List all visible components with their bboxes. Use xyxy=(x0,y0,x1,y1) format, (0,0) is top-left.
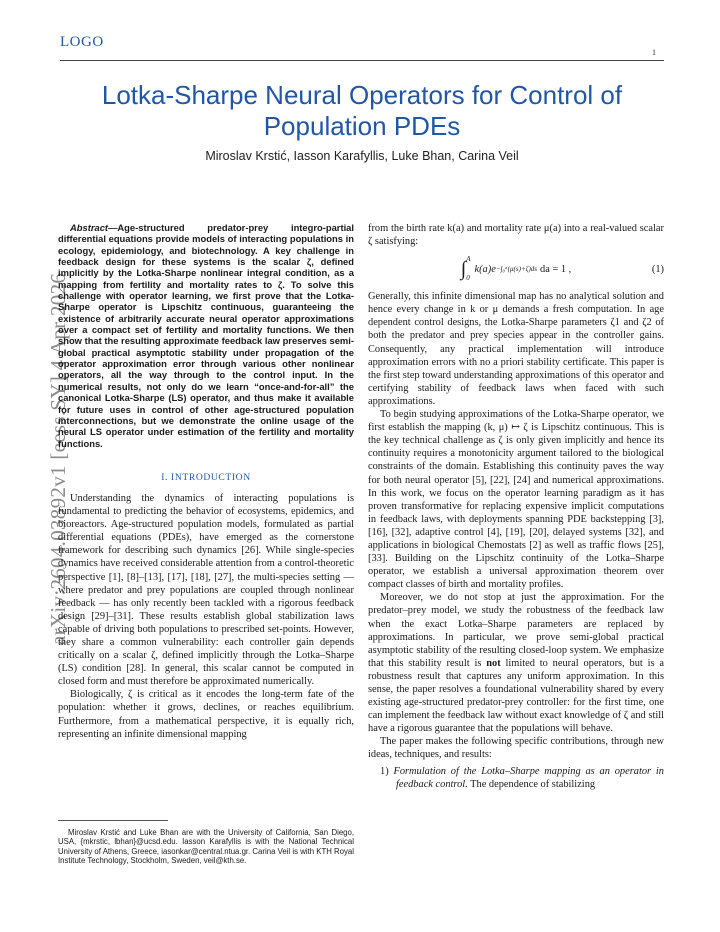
right-column xyxy=(368,222,664,791)
right-paragraph-3-part-b: limited to neural operators, but is a robustness result that captures any uniform approximation. In this sense, the paper resolves a foundational vulnerability shared by every existing age-structured predator-prey controller: for the first time, one can implement the feedback law without exact knowledge of ζ and still have a rigorous guarantee that the populations will behave. xyxy=(368,657,664,735)
arxiv-stamp xyxy=(18,260,70,650)
author-affiliation-footnote: Miroslav Krstić and Luke Bhan are with the University of California, San Diego, USA, {mkrstic, lbhan}@ucsd.edu. Iasson Karafyllis is with the National Technical University of Athens, Greece, iasonkar@central.ntua.gr. Carina Veil is with KTH Royal Institute Technology, Stockholm, Sweden, veil@kth.se. xyxy=(58,828,354,866)
intro-paragraph-2: Biologically, ζ is critical as it encodes the long-term fate of the population: whether it grows, declines, or reaches equilibrium. Furthermore, from a mathematical perspective, it is equally rich, representing an infinite dimensional mapping xyxy=(58,689,354,740)
equation-exponent: −∫₀ᵃ(μ(s)+ζ)ds xyxy=(495,264,538,273)
emphasis-not: not xyxy=(486,657,501,669)
contribution-item-title: Formulation of the Lotka–Sharpe mapping as an operator in feedback control. xyxy=(393,765,664,790)
left-column xyxy=(58,222,354,741)
footnote-rule xyxy=(58,820,168,821)
abstract-text: Age-structured predator-prey integro-partial differential equations provide models of interacting populations in ecology, epidemiology, and biotechnology. A key challenge in feedback design for these systems is the scalar ζ, defined implicitly by the Lotka-Sharpe nonlinear integral condition, as a mapping from fertility and mortality rates to ζ. To solve this challenge with operator learning, we first prove that the Lotka-Sharpe operator is Lipschitz continuous, guaranteeing the existence of arbitrarily accurate neural operator approximations over a compact set of fertility and mortality functions. We then show that the resulting approximate feedback law preserves semi-global practical asymptotic stability under propagation of the operator approximation error through various other nonlinear operators, all the way through to the control input. In the numerical results, not only do we learn “once-and-for-all” the canonical Lotka-Sharpe (LS) operator, and thus make it available for future uses in control of other age-structured population interconnections, but we demonstrate the online usage of the neural LS operator under estimation of the fertility and mortality functions. xyxy=(58,222,354,449)
page-number: 1 xyxy=(652,48,656,57)
section-heading-introduction: I. INTRODUCTION xyxy=(161,471,251,483)
journal-logo: LOGO xyxy=(60,34,104,50)
contribution-item-1 xyxy=(368,765,664,791)
equation-tail: da = 1 , xyxy=(540,263,572,275)
header-rule xyxy=(60,60,664,61)
right-paragraph-3-part-a: Moreover, we do not stop at just the approximation. For the predator–prey model, we study the robustness of the feedback law when the exact Lotka–Sharpe parameters are replaced by approximations. In particular, we prove semi-global practical asymptotic stability of the resulting closed-loop system. We emphasize that this stability result is xyxy=(368,592,664,669)
right-paragraph-0: from the birth rate k(a) and mortality rate μ(a) into a real-valued scalar ζ satisfying: xyxy=(368,223,664,248)
abstract xyxy=(58,222,354,449)
abstract-label: Abstract— xyxy=(70,222,118,233)
integral-upper-limit: A xyxy=(466,255,471,264)
right-paragraph-4: The paper makes the following specific contributions, through new ideas, techniques, and results: xyxy=(368,736,664,761)
author-list: Miroslav Krstić, Iasson Karafyllis, Luke Bhan, Carina Veil xyxy=(205,149,519,163)
integral-lower-limit: 0 xyxy=(466,274,470,283)
intro-paragraph-1: Understanding the dynamics of interacting populations is fundamental to predicting the behavior of ecosystems, epidemics, and bioreactors. Age-structured population models, formulated as partial differential equations (PDEs), have emerged as the cornerstone framework for describing such dynamics [26]. While single-species dynamics have received considerable attention from a control-theoretic perspective [1], [8]–[13], [17], [18], [27], the multi-species setting — where predator and prey populations are coupled through nonlinear feedback — has only recently been tackled with a rigorous feedback design [29]–[31]. These results establish global stabilization laws capable of driving both populations to prescribed set-points. However, they share a common vulnerability: each controller gain depends critically on a scalar ζ, defined implicitly through the Lotka–Sharpe (LS) condition [28]. In general, this scalar cannot be computed in closed form and must therefore be approximated numerically. xyxy=(58,492,354,688)
contribution-item-text: The dependence of stabilizing xyxy=(467,778,596,790)
equation-number: (1) xyxy=(651,263,664,275)
equation-1 xyxy=(368,248,664,290)
paper-title: Lotka-Sharpe Neural Operators for Control of Population PDEs xyxy=(101,80,623,141)
right-paragraph-2: To begin studying approximations of the Lotka-Sharpe operator, we first establish the mapping (k, μ) ↦ ζ is Lipschitz continuous. This is the key technical challenge as ζ is only given implicitly and hence its continuity requires a monotonicity argument tailored to the biological constraints of the domain. Establishing this continuity paves the way for both neural operator [5], [22], [24] and numerical approximations. In this work, we focus on the operator learning paradigm as it has proven transformative for replacing expensive implicit computations in feedback laws, with deployments spanning PDE backstepping [3], [16], [32], adaptive control [4], [19], [20], delayed systems [32], and applications in biological Chemostats [2] as well as traffic flows [25], [33]. Building on the Lipschitz continuity of the Lotka–Sharpe operator, we establish a universal approximation theorem over compact classes of birth and mortality profiles. xyxy=(368,409,664,591)
right-paragraph-3 xyxy=(368,591,664,735)
contribution-item-number: 1) xyxy=(380,765,389,777)
right-paragraph-1: Generally, this infinite dimensional map has no analytical solution and hence every change in k or μ demands a fresh computation. In age dependent control designs, the Lotka-Sharpe parameters ζ1 and ζ2 of both the predator and prey species appear in the controller gains. Consequently, any practical implementation will introduce approximation errors with no a priori stability certificate. This paper is the first step toward understanding approximations of this operator and certifying stability of feedback laws when faced with such approximations. xyxy=(368,291,664,407)
equation-body: k(a)e xyxy=(474,263,496,275)
integral-sign: ∫ xyxy=(460,257,467,280)
arxiv-stamp-text: arXiv:2604.03892v1 [eess.SY] 4 Apr 2026 xyxy=(46,272,70,645)
